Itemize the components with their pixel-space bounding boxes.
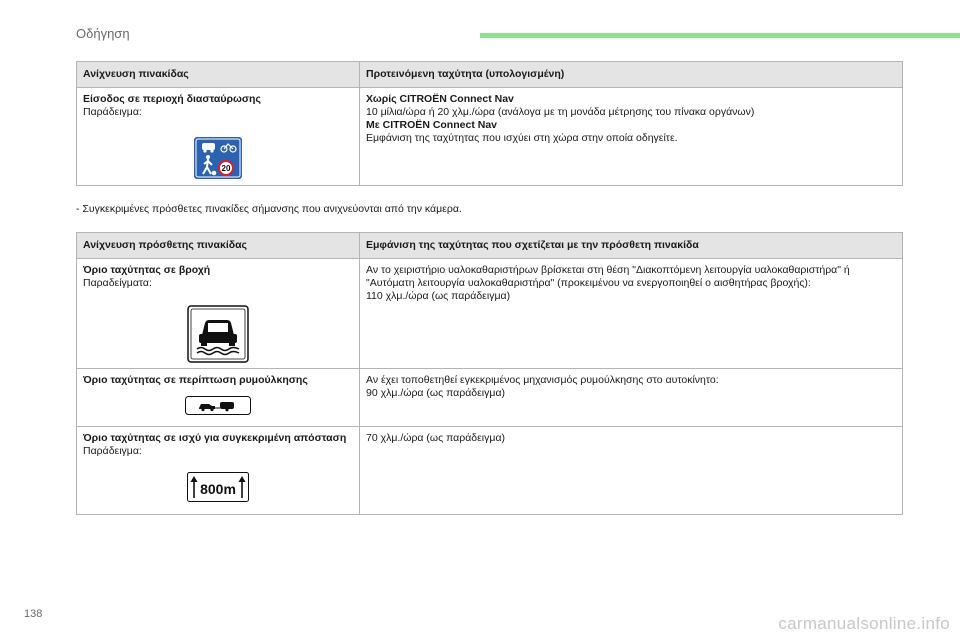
- table-header-row: [77, 62, 903, 88]
- sign-detection-table: [76, 61, 903, 186]
- row-title: Όριο ταχύτητας σε περίπτωση ρυμούλκησης: [83, 374, 308, 386]
- rain-speed-text: 110 χλμ./ώρα (ως παράδειγμα): [366, 290, 511, 302]
- svg-text:20: 20: [221, 164, 231, 174]
- row-subtitle: Παραδείγματα:: [83, 277, 152, 289]
- table-row: [77, 369, 903, 427]
- additional-sign-table: [76, 232, 903, 515]
- pedestrian-cyclist-zone-sign-icon: [194, 137, 242, 179]
- row-title: Όριο ταχύτητας σε βροχή: [83, 264, 211, 276]
- sign-cell: [77, 259, 360, 369]
- with-nav-label: Με CITROËN Connect Nav: [366, 119, 497, 131]
- car-trailer-sign-icon: [185, 396, 251, 415]
- speed-info-cell: [360, 88, 903, 186]
- additional-signs-note: - Συγκεκριμένες πρόσθετες πινακίδες σήμανσης που ανιχνεύονται από την κάμερα.: [76, 203, 462, 215]
- rain-sign: [83, 305, 353, 363]
- col2-header: Προτεινόμενη ταχύτητα (υπολογισμένη): [360, 62, 903, 88]
- car-rain-sign-icon: [187, 305, 249, 363]
- without-nav-label: Χωρίς CITROËN Connect Nav: [366, 93, 514, 105]
- svg-text:800m: 800m: [200, 481, 236, 497]
- sign-cell: [77, 427, 360, 515]
- without-nav-text: 10 μίλια/ώρα ή 20 χλμ./ώρα (ανάλογα με τη μονάδα μέτρησης του πίνακα οργάνων): [366, 106, 755, 118]
- with-nav-text: Εμφάνιση της ταχύτητας που ισχύει στη χώρα στην οποία οδηγείτε.: [366, 132, 678, 144]
- towing-sign: [83, 396, 353, 415]
- shared-zone-sign: [83, 137, 353, 179]
- col1-header: Ανίχνευση πρόσθετης πινακίδας: [77, 233, 360, 259]
- speed-info-cell: [360, 259, 903, 369]
- col2-header: Εμφάνιση της ταχύτητας που σχετίζεται με την πρόσθετη πινακίδα: [360, 233, 903, 259]
- distance-arrows-sign-icon: [187, 472, 249, 502]
- table-row: [77, 88, 903, 186]
- distance-speed-text: 70 χλμ./ώρα (ως παράδειγμα): [366, 432, 506, 444]
- rain-condition-text: Αν το χειριστήριο υαλοκαθαριστήρων βρίσκεται στη θέση "Διακοπτόμενη λειτουργία υαλοκαθαριστήρα" ή "Αυτόματη λειτουργία υαλοκαθαριστήρα" (προκειμένου να ενεργοποιηθεί ο αισθητήρας βροχής):: [366, 264, 850, 289]
- row-title: Είσοδος σε περιοχή διασταύρωσης: [83, 93, 261, 105]
- watermark: carmanualsonline.info: [778, 614, 950, 633]
- table-header-row: [77, 233, 903, 259]
- row-title: Όριο ταχύτητας σε ισχύ για συγκεκριμένη απόσταση: [83, 432, 347, 444]
- table-row: [77, 427, 903, 515]
- distance-sign: [83, 472, 353, 502]
- speed-info-cell: [360, 369, 903, 427]
- sign-cell: [77, 88, 360, 186]
- row-subtitle: Παράδειγμα:: [83, 106, 142, 118]
- section-title: Οδήγηση: [76, 26, 130, 41]
- row-subtitle: Παράδειγμα:: [83, 445, 142, 457]
- col1-header: Ανίχνευση πινακίδας: [77, 62, 360, 88]
- speed-info-cell: [360, 427, 903, 515]
- page-number: 138: [24, 608, 43, 620]
- sign-cell: [77, 369, 360, 427]
- table-row: [77, 259, 903, 369]
- towing-condition-text: Αν έχει τοποθετηθεί εγκεκριμένος μηχανισμός ρυμούλκησης στο αυτοκίνητο:: [366, 374, 719, 386]
- section-accent-bar: [480, 33, 960, 38]
- towing-speed-text: 90 χλμ./ώρα (ως παράδειγμα): [366, 387, 506, 399]
